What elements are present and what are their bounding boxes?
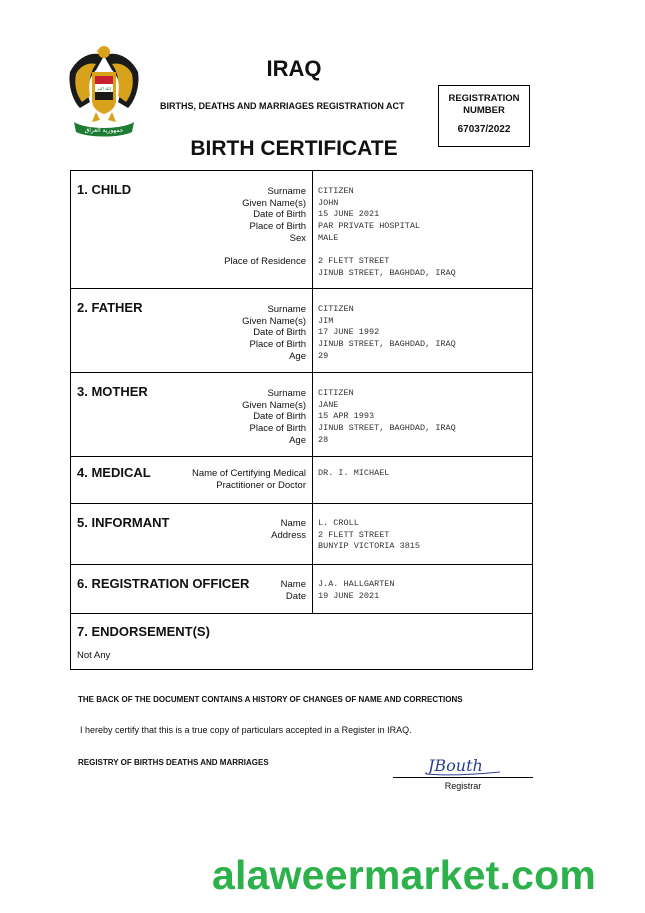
section-heading: 3. MOTHER [77, 384, 148, 399]
field-values [318, 388, 456, 446]
field-labels [242, 304, 306, 362]
value-place-of-birth: PAR PRIVATE HOSPITAL [318, 221, 421, 232]
label-age: Age [289, 350, 306, 362]
registrar-label: Registrar [444, 781, 482, 791]
column-divider [312, 171, 313, 288]
section-heading: 5. INFORMANT [77, 515, 170, 530]
value-residence-line-1: 2 FLETT STREET [318, 256, 390, 267]
field-values [318, 186, 456, 280]
value-address-line-1: 2 FLETT STREET [318, 529, 390, 540]
signature-scribble: JBouth [428, 756, 483, 775]
value-surname: CITIZEN [318, 388, 354, 398]
section-registration-officer [71, 565, 532, 614]
registrar-signature [420, 752, 520, 778]
label-surname: Surname [267, 186, 306, 197]
column-divider [312, 289, 313, 372]
section-father [71, 289, 532, 373]
signature-line [393, 777, 533, 778]
label-surname: Surname [267, 388, 306, 399]
label-date-of-birth: Date of Birth [253, 411, 306, 423]
section-medical [71, 457, 532, 504]
field-values [318, 468, 389, 480]
value-sex: MALE [318, 232, 339, 243]
registration-number: 67037/2022 [457, 124, 511, 135]
label-surname: Surname [267, 304, 306, 315]
country-title: IRAQ [266, 56, 322, 81]
value-place-of-birth: JINUB STREET, BAGHDAD, IRAQ [318, 339, 456, 350]
field-labels [242, 388, 306, 446]
value-given-names: JIM [318, 315, 334, 326]
value-name: L. CROLL [318, 518, 359, 528]
field-values [318, 518, 420, 553]
label-given-names: Given Name(s) [242, 315, 306, 327]
label-place-of-birth: Place of Birth [249, 339, 306, 351]
label-name: Name [280, 579, 306, 590]
field-values [318, 579, 395, 602]
section-child [71, 171, 532, 289]
field-labels [192, 468, 306, 491]
label-address: Address [271, 529, 306, 541]
label-date: Date [285, 590, 306, 602]
column-divider [312, 565, 313, 613]
registration-label: REGISTRATION [448, 93, 520, 104]
value-residence-line-2: JINUB STREET, BAGHDAD, IRAQ [318, 267, 456, 278]
section-heading: 4. MEDICAL [77, 465, 151, 480]
column-divider [312, 457, 313, 503]
watermark-text: alaweermarket.com [212, 852, 597, 898]
value-name: J.A. HALLGARTEN [318, 579, 395, 589]
label-place-of-birth: Place of Birth [249, 423, 306, 435]
iraq-coat-of-arms-emblem [66, 42, 142, 138]
section-heading: 1. CHILD [77, 182, 132, 197]
emblem-scroll-text: جمهورية العراق [84, 127, 124, 134]
value-surname: CITIZEN [318, 186, 354, 196]
value-date: 19 JUNE 2021 [318, 590, 380, 601]
label-place-of-residence: Place of Residence [224, 256, 306, 268]
section-heading: 2. FATHER [77, 300, 143, 315]
label-age: Age [289, 434, 306, 446]
section-mother [71, 373, 532, 457]
value-place-of-birth: JINUB STREET, BAGHDAD, IRAQ [318, 423, 456, 434]
value-date-of-birth: 15 APR 1993 [318, 411, 375, 422]
field-labels [271, 518, 306, 541]
field-labels [224, 186, 306, 268]
label-given-names: Given Name(s) [242, 399, 306, 411]
svg-text:الله اكبر: الله اكبر [97, 86, 111, 91]
endorsement-value: Not Any [77, 650, 111, 661]
value-given-names: JOHN [318, 197, 339, 208]
value-date-of-birth: 15 JUNE 2021 [318, 209, 380, 220]
section-informant [71, 504, 532, 565]
label-name: Name [280, 518, 306, 529]
back-of-document-note: THE BACK OF THE DOCUMENT CONTAINS A HISTORY OF CHANGES OF NAME AND CORRECTIONS [78, 695, 463, 704]
column-divider [312, 504, 313, 564]
label-place-of-birth: Place of Birth [249, 221, 306, 233]
label-sex: Sex [289, 232, 306, 244]
label-date-of-birth: Date of Birth [253, 327, 306, 339]
value-address-line-2: BUNYIP VICTORIA 3815 [318, 541, 421, 552]
certificate-form [70, 170, 533, 670]
value-given-names: JANE [318, 399, 339, 410]
label-date-of-birth: Date of Birth [253, 209, 306, 221]
value-age: 28 [318, 434, 329, 445]
column-divider [312, 373, 313, 456]
value-age: 29 [318, 350, 329, 361]
value-date-of-birth: 17 JUNE 1992 [318, 327, 380, 338]
label-given-names: Given Name(s) [242, 197, 306, 209]
registration-number-box [438, 85, 530, 147]
registration-act: BIRTHS, DEATHS AND MARRIAGES REGISTRATION ACT [160, 101, 405, 111]
section-endorsements [71, 614, 532, 669]
registry-name: REGISTRY OF BIRTHS DEATHS AND MARRIAGES [78, 758, 269, 767]
label-certifying-practitioner-line-2: Practitioner or Doctor [216, 479, 306, 491]
field-labels [281, 579, 306, 602]
document-title: BIRTH CERTIFICATE [190, 137, 398, 160]
value-surname: CITIZEN [318, 304, 354, 314]
certification-statement: I hereby certify that this is a true copy of particulars accepted in a Register in IRAQ. [80, 725, 412, 735]
number-label: NUMBER [463, 105, 505, 116]
field-values [318, 304, 456, 362]
label-certifying-practitioner-line-1: Name of Certifying Medical [191, 468, 306, 479]
section-heading: 7. ENDORSEMENT(S) [77, 624, 210, 639]
section-heading: 6. REGISTRATION OFFICER [77, 576, 250, 591]
value-certifying-practitioner: DR. I. MICHAEL [318, 468, 390, 478]
